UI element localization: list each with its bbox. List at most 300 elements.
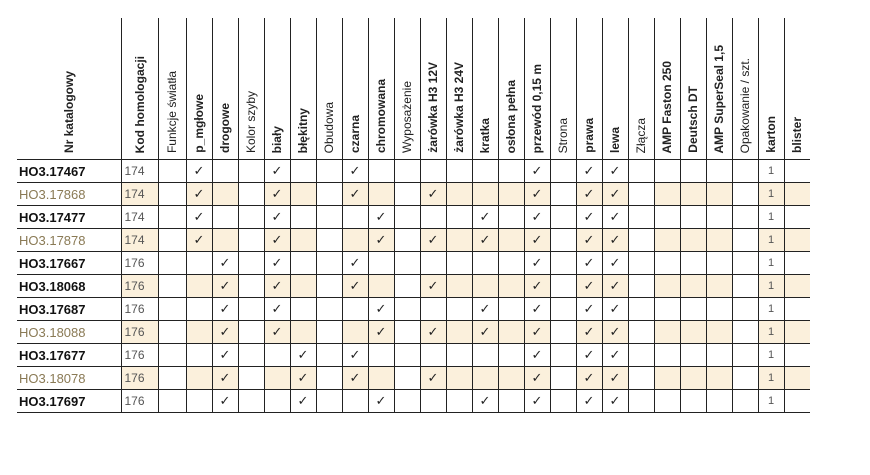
- section-spacer-cell: [158, 275, 186, 298]
- packaging-cell-karton: 1: [758, 252, 784, 275]
- column-header-label: p_mgłowe: [192, 94, 206, 153]
- feature-cell-czarna: [342, 344, 368, 367]
- checkmark-icon: ✓: [583, 163, 595, 179]
- feature-cell-oslona: [498, 275, 524, 298]
- feature-cell-chromowana: [368, 275, 394, 298]
- catalog-number-cell: HO3.17697: [17, 390, 121, 413]
- feature-cell-chromowana: [368, 183, 394, 206]
- feature-cell-superseal: [706, 252, 732, 275]
- feature-cell-blekitny: [290, 206, 316, 229]
- checkmark-icon: ✓: [271, 186, 283, 202]
- feature-cell-lewa: [602, 183, 628, 206]
- feature-cell-drogowe: [212, 252, 238, 275]
- feature-cell-faston: [654, 298, 680, 321]
- checkmark-icon: ✓: [531, 255, 543, 271]
- feature-cell-p_mglowe: [186, 206, 212, 229]
- checkmark-icon: ✓: [271, 324, 283, 340]
- section-spacer-cell: [238, 206, 264, 229]
- feature-cell-prawa: [576, 275, 602, 298]
- table-row: [17, 321, 810, 344]
- checkmark-icon: ✓: [349, 255, 361, 271]
- feature-cell-deutsch: [680, 367, 706, 390]
- feature-cell-drogowe: [212, 298, 238, 321]
- section-spacer-cell: [158, 252, 186, 275]
- feature-cell-h3_12v: [420, 390, 446, 413]
- feature-cell-h3_24v: [446, 160, 472, 183]
- section-spacer-cell: [394, 206, 420, 229]
- checkmark-icon: ✓: [219, 393, 231, 409]
- feature-cell-drogowe: [212, 229, 238, 252]
- catalog-number-cell: HO3.17868: [17, 183, 121, 206]
- homologation-code-cell: 176: [121, 252, 158, 275]
- packaging-cell-blister: [784, 344, 810, 367]
- checkmark-icon: ✓: [271, 301, 283, 317]
- section-spacer-cell: [628, 298, 654, 321]
- column-header-opak: [732, 18, 758, 160]
- section-spacer-cell: [394, 275, 420, 298]
- feature-cell-przewod: [524, 252, 550, 275]
- section-spacer-cell: [628, 321, 654, 344]
- homologation-code-cell: 174: [121, 206, 158, 229]
- section-spacer-cell: [394, 160, 420, 183]
- column-header-label: karton: [764, 116, 778, 153]
- section-spacer-cell: [550, 160, 576, 183]
- column-header-drogowe: [212, 18, 238, 160]
- section-spacer-cell: [158, 229, 186, 252]
- column-header-przewod: [524, 18, 550, 160]
- section-spacer-cell: [732, 206, 758, 229]
- feature-cell-oslona: [498, 390, 524, 413]
- packaging-cell-karton: 1: [758, 321, 784, 344]
- feature-cell-przewod: [524, 321, 550, 344]
- checkmark-icon: ✓: [193, 186, 205, 202]
- feature-cell-czarna: [342, 298, 368, 321]
- feature-cell-blekitny: [290, 321, 316, 344]
- column-header-label: prawa: [582, 118, 596, 153]
- homologation-code-cell: 176: [121, 367, 158, 390]
- feature-cell-przewod: [524, 390, 550, 413]
- feature-cell-bialy: [264, 390, 290, 413]
- column-header-superseal: [706, 18, 732, 160]
- checkmark-icon: ✓: [375, 232, 387, 248]
- checkmark-icon: ✓: [531, 163, 543, 179]
- feature-cell-p_mglowe: [186, 252, 212, 275]
- feature-cell-deutsch: [680, 390, 706, 413]
- checkmark-icon: ✓: [531, 347, 543, 363]
- section-spacer-cell: [158, 367, 186, 390]
- checkmark-icon: ✓: [375, 393, 387, 409]
- feature-cell-chromowana: [368, 367, 394, 390]
- section-spacer-cell: [628, 183, 654, 206]
- checkmark-icon: ✓: [349, 370, 361, 386]
- section-spacer-cell: [158, 160, 186, 183]
- feature-cell-przewod: [524, 367, 550, 390]
- checkmark-icon: ✓: [271, 255, 283, 271]
- column-header-label: Nr katalogowy: [61, 70, 76, 153]
- checkmark-icon: ✓: [427, 232, 439, 248]
- homologation-code-cell: 176: [121, 390, 158, 413]
- feature-cell-oslona: [498, 229, 524, 252]
- checkmark-icon: ✓: [583, 347, 595, 363]
- feature-cell-przewod: [524, 183, 550, 206]
- packaging-cell-blister: [784, 367, 810, 390]
- checkmark-icon: ✓: [271, 163, 283, 179]
- checkmark-icon: ✓: [349, 163, 361, 179]
- section-spacer-cell: [158, 206, 186, 229]
- feature-cell-p_mglowe: [186, 275, 212, 298]
- feature-cell-deutsch: [680, 160, 706, 183]
- feature-cell-lewa: [602, 390, 628, 413]
- product-spec-table: [17, 18, 810, 413]
- column-header-bialy: [264, 18, 290, 160]
- checkmark-icon: ✓: [531, 370, 543, 386]
- homologation-code-cell: 176: [121, 298, 158, 321]
- column-header-h3_12v: [420, 18, 446, 160]
- checkmark-icon: ✓: [193, 232, 205, 248]
- feature-cell-deutsch: [680, 298, 706, 321]
- homologation-code-cell: 176: [121, 321, 158, 344]
- section-spacer-cell: [238, 390, 264, 413]
- checkmark-icon: ✓: [609, 278, 621, 294]
- feature-cell-faston: [654, 367, 680, 390]
- feature-cell-kratka: [472, 252, 498, 275]
- column-header-karton: [758, 18, 784, 160]
- column-header-label: osłona pełna: [504, 79, 518, 153]
- checkmark-icon: ✓: [583, 209, 595, 225]
- feature-cell-faston: [654, 344, 680, 367]
- column-header-label: chromowana: [374, 78, 388, 153]
- checkmark-icon: ✓: [271, 278, 283, 294]
- feature-cell-oslona: [498, 298, 524, 321]
- checkmark-icon: ✓: [479, 324, 491, 340]
- column-header-deutsch: [680, 18, 706, 160]
- checkmark-icon: ✓: [609, 163, 621, 179]
- section-spacer-cell: [316, 390, 342, 413]
- feature-cell-przewod: [524, 275, 550, 298]
- section-spacer-cell: [628, 160, 654, 183]
- section-spacer-cell: [238, 252, 264, 275]
- feature-cell-superseal: [706, 321, 732, 344]
- packaging-cell-blister: [784, 298, 810, 321]
- feature-cell-oslona: [498, 252, 524, 275]
- section-spacer-cell: [394, 367, 420, 390]
- feature-cell-oslona: [498, 206, 524, 229]
- column-header-h3_24v: [446, 18, 472, 160]
- feature-cell-chromowana: [368, 390, 394, 413]
- checkmark-icon: ✓: [349, 186, 361, 202]
- column-header-kratka: [472, 18, 498, 160]
- packaging-cell-karton: 1: [758, 229, 784, 252]
- checkmark-icon: ✓: [349, 347, 361, 363]
- column-header-hom: [121, 18, 158, 160]
- checkmark-icon: ✓: [219, 347, 231, 363]
- feature-cell-h3_24v: [446, 298, 472, 321]
- feature-cell-czarna: [342, 160, 368, 183]
- feature-cell-h3_24v: [446, 252, 472, 275]
- feature-cell-deutsch: [680, 321, 706, 344]
- column-header-label: AMP SuperSeal 1,5: [712, 44, 726, 153]
- feature-cell-faston: [654, 321, 680, 344]
- section-spacer-cell: [316, 206, 342, 229]
- table-row: [17, 390, 810, 413]
- feature-cell-prawa: [576, 298, 602, 321]
- checkmark-icon: ✓: [531, 278, 543, 294]
- feature-cell-bialy: [264, 367, 290, 390]
- column-header-label: AMP Faston 250: [660, 60, 674, 153]
- feature-cell-przewod: [524, 160, 550, 183]
- checkmark-icon: ✓: [427, 278, 439, 294]
- feature-cell-blekitny: [290, 160, 316, 183]
- checkmark-icon: ✓: [297, 347, 309, 363]
- checkmark-icon: ✓: [531, 232, 543, 248]
- feature-cell-bialy: [264, 298, 290, 321]
- section-spacer-cell: [550, 390, 576, 413]
- table-row: [17, 183, 810, 206]
- feature-cell-superseal: [706, 298, 732, 321]
- column-header-label: biały: [270, 125, 284, 153]
- column-header-p_mglowe: [186, 18, 212, 160]
- feature-cell-p_mglowe: [186, 390, 212, 413]
- feature-cell-deutsch: [680, 183, 706, 206]
- section-spacer-cell: [550, 275, 576, 298]
- feature-cell-chromowana: [368, 298, 394, 321]
- feature-cell-p_mglowe: [186, 321, 212, 344]
- feature-cell-h3_12v: [420, 367, 446, 390]
- feature-cell-kratka: [472, 183, 498, 206]
- feature-cell-drogowe: [212, 160, 238, 183]
- packaging-cell-karton: 1: [758, 298, 784, 321]
- feature-cell-deutsch: [680, 206, 706, 229]
- checkmark-icon: ✓: [479, 301, 491, 317]
- section-spacer-cell: [238, 321, 264, 344]
- feature-cell-kratka: [472, 321, 498, 344]
- section-spacer-cell: [316, 183, 342, 206]
- feature-cell-kratka: [472, 160, 498, 183]
- checkmark-icon: ✓: [219, 301, 231, 317]
- column-header-funkcje: [158, 18, 186, 160]
- section-spacer-cell: [316, 321, 342, 344]
- section-spacer-cell: [238, 183, 264, 206]
- section-spacer-cell: [238, 298, 264, 321]
- feature-cell-superseal: [706, 390, 732, 413]
- feature-cell-superseal: [706, 229, 732, 252]
- checkmark-icon: ✓: [609, 186, 621, 202]
- column-header-prawa: [576, 18, 602, 160]
- feature-cell-chromowana: [368, 344, 394, 367]
- feature-cell-chromowana: [368, 206, 394, 229]
- checkmark-icon: ✓: [219, 370, 231, 386]
- section-spacer-cell: [550, 183, 576, 206]
- checkmark-icon: ✓: [531, 301, 543, 317]
- feature-cell-faston: [654, 183, 680, 206]
- checkmark-icon: ✓: [609, 393, 621, 409]
- feature-cell-h3_24v: [446, 183, 472, 206]
- section-spacer-cell: [628, 229, 654, 252]
- feature-cell-oslona: [498, 183, 524, 206]
- checkmark-icon: ✓: [609, 370, 621, 386]
- catalog-number-cell: HO3.18068: [17, 275, 121, 298]
- feature-cell-prawa: [576, 252, 602, 275]
- column-header-zlacza: [628, 18, 654, 160]
- feature-cell-p_mglowe: [186, 160, 212, 183]
- homologation-code-cell: 174: [121, 229, 158, 252]
- feature-cell-lewa: [602, 252, 628, 275]
- checkmark-icon: ✓: [349, 278, 361, 294]
- feature-cell-chromowana: [368, 321, 394, 344]
- feature-cell-h3_24v: [446, 229, 472, 252]
- feature-cell-blekitny: [290, 298, 316, 321]
- section-spacer-cell: [316, 275, 342, 298]
- checkmark-icon: ✓: [583, 301, 595, 317]
- checkmark-icon: ✓: [427, 370, 439, 386]
- checkmark-icon: ✓: [193, 163, 205, 179]
- feature-cell-h3_12v: [420, 252, 446, 275]
- checkmark-icon: ✓: [609, 232, 621, 248]
- checkmark-icon: ✓: [609, 324, 621, 340]
- feature-cell-blekitny: [290, 275, 316, 298]
- feature-cell-superseal: [706, 160, 732, 183]
- feature-cell-h3_12v: [420, 275, 446, 298]
- checkmark-icon: ✓: [609, 255, 621, 271]
- checkmark-icon: ✓: [479, 393, 491, 409]
- section-spacer-cell: [628, 275, 654, 298]
- packaging-cell-blister: [784, 183, 810, 206]
- feature-cell-lewa: [602, 275, 628, 298]
- feature-cell-przewod: [524, 344, 550, 367]
- feature-cell-blekitny: [290, 229, 316, 252]
- feature-cell-kratka: [472, 298, 498, 321]
- feature-cell-czarna: [342, 390, 368, 413]
- column-header-blister: [784, 18, 810, 160]
- column-header-label: Funkcje światła: [165, 70, 179, 153]
- feature-cell-drogowe: [212, 344, 238, 367]
- checkmark-icon: ✓: [375, 301, 387, 317]
- feature-cell-czarna: [342, 229, 368, 252]
- table-header-row: [17, 18, 810, 160]
- feature-cell-faston: [654, 229, 680, 252]
- feature-cell-deutsch: [680, 252, 706, 275]
- section-spacer-cell: [628, 344, 654, 367]
- feature-cell-kratka: [472, 344, 498, 367]
- section-spacer-cell: [238, 275, 264, 298]
- feature-cell-przewod: [524, 229, 550, 252]
- section-spacer-cell: [158, 321, 186, 344]
- section-spacer-cell: [394, 321, 420, 344]
- feature-cell-czarna: [342, 367, 368, 390]
- feature-cell-oslona: [498, 367, 524, 390]
- feature-cell-h3_24v: [446, 321, 472, 344]
- feature-cell-superseal: [706, 275, 732, 298]
- section-spacer-cell: [394, 390, 420, 413]
- column-header-wyposazenie: [394, 18, 420, 160]
- section-spacer-cell: [732, 275, 758, 298]
- column-header-label: błękitny: [296, 107, 310, 153]
- feature-cell-oslona: [498, 160, 524, 183]
- checkmark-icon: ✓: [271, 232, 283, 248]
- feature-cell-chromowana: [368, 160, 394, 183]
- feature-cell-przewod: [524, 298, 550, 321]
- section-spacer-cell: [732, 390, 758, 413]
- section-spacer-cell: [316, 298, 342, 321]
- column-header-oslona: [498, 18, 524, 160]
- table-row: [17, 275, 810, 298]
- section-spacer-cell: [732, 229, 758, 252]
- packaging-cell-blister: [784, 160, 810, 183]
- checkmark-icon: ✓: [219, 278, 231, 294]
- feature-cell-bialy: [264, 252, 290, 275]
- column-header-faston: [654, 18, 680, 160]
- table-row: [17, 229, 810, 252]
- catalog-number-cell: HO3.18088: [17, 321, 121, 344]
- feature-cell-drogowe: [212, 367, 238, 390]
- column-header-label: Strona: [556, 117, 570, 153]
- feature-cell-faston: [654, 160, 680, 183]
- checkmark-icon: ✓: [531, 186, 543, 202]
- feature-cell-lewa: [602, 367, 628, 390]
- packaging-cell-karton: 1: [758, 344, 784, 367]
- feature-cell-p_mglowe: [186, 344, 212, 367]
- section-spacer-cell: [550, 321, 576, 344]
- section-spacer-cell: [732, 298, 758, 321]
- section-spacer-cell: [316, 252, 342, 275]
- homologation-code-cell: 174: [121, 183, 158, 206]
- section-spacer-cell: [158, 183, 186, 206]
- packaging-cell-blister: [784, 390, 810, 413]
- feature-cell-h3_24v: [446, 206, 472, 229]
- feature-cell-faston: [654, 275, 680, 298]
- feature-cell-prawa: [576, 367, 602, 390]
- section-spacer-cell: [158, 390, 186, 413]
- catalog-number-cell: HO3.17878: [17, 229, 121, 252]
- checkmark-icon: ✓: [609, 347, 621, 363]
- feature-cell-czarna: [342, 321, 368, 344]
- checkmark-icon: ✓: [583, 324, 595, 340]
- column-header-czarna: [342, 18, 368, 160]
- column-header-label: Opakowanie / szt.: [738, 57, 752, 153]
- feature-cell-czarna: [342, 183, 368, 206]
- feature-cell-h3_12v: [420, 321, 446, 344]
- checkmark-icon: ✓: [219, 324, 231, 340]
- homologation-code-cell: 174: [121, 160, 158, 183]
- column-header-label: czarna: [348, 114, 362, 153]
- feature-cell-drogowe: [212, 390, 238, 413]
- catalog-number-cell: HO3.17677: [17, 344, 121, 367]
- feature-cell-kratka: [472, 390, 498, 413]
- checkmark-icon: ✓: [271, 209, 283, 225]
- feature-cell-bialy: [264, 160, 290, 183]
- table-row: [17, 367, 810, 390]
- feature-cell-deutsch: [680, 275, 706, 298]
- column-header-nr: [17, 18, 121, 160]
- feature-cell-kratka: [472, 367, 498, 390]
- packaging-cell-blister: [784, 229, 810, 252]
- feature-cell-drogowe: [212, 275, 238, 298]
- catalog-number-cell: HO3.18078: [17, 367, 121, 390]
- column-header-label: drogowe: [218, 103, 232, 153]
- checkmark-icon: ✓: [609, 301, 621, 317]
- feature-cell-superseal: [706, 344, 732, 367]
- feature-cell-prawa: [576, 229, 602, 252]
- feature-cell-blekitny: [290, 252, 316, 275]
- feature-cell-p_mglowe: [186, 367, 212, 390]
- table-row: [17, 252, 810, 275]
- feature-cell-bialy: [264, 275, 290, 298]
- column-header-label: Złącza: [634, 117, 648, 153]
- checkmark-icon: ✓: [583, 186, 595, 202]
- feature-cell-prawa: [576, 206, 602, 229]
- table-row: [17, 206, 810, 229]
- section-spacer-cell: [732, 321, 758, 344]
